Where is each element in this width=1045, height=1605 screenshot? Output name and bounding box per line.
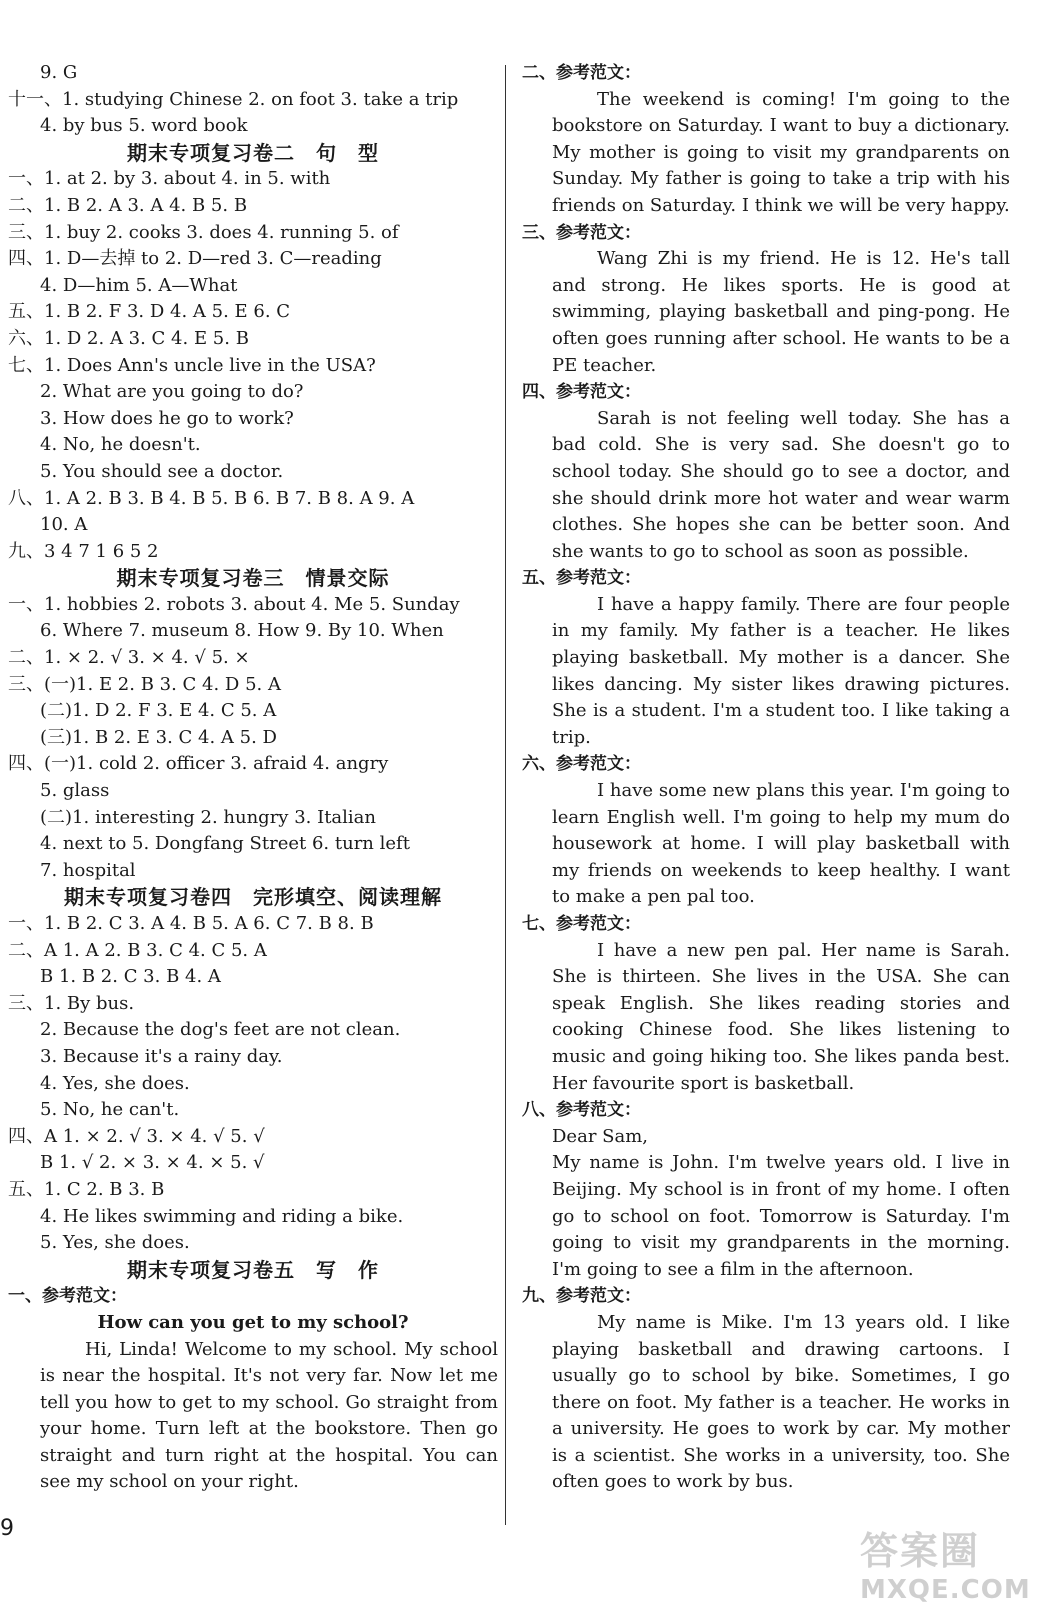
answer-line: 六、1. D 2. A 3. C 4. E 5. B	[8, 327, 249, 349]
answer-line: 三、1. By bus.	[8, 992, 135, 1014]
answer-line: 2. Because the dog's feet are not clean.	[40, 1019, 401, 1041]
answer-line: 二、1. × 2. √ 3. × 4. √ 5. ×	[8, 647, 250, 669]
answer-line: 二、A 1. A 2. B 3. C 4. C 5. A	[8, 939, 267, 961]
answer-line: 七、1. Does Ann's uncle live in the USA?	[8, 354, 376, 376]
question-label: 六、参考范文：	[522, 754, 641, 775]
question-label: 八、参考范文：	[522, 1100, 641, 1121]
paragraph-text: Wang Zhi is my friend. He is 12. He's tall and strong. He likes sports. He is good at swimming, playing basketball and ping-pong. He often goes running after school. He wants to be a PE teacher.	[552, 248, 1010, 376]
answer-line: (二)1. interesting 2. hungry 3. Italian	[40, 806, 376, 828]
answer-line: 一、1. B 2. C 3. A 4. B 5. A 6. C 7. B 8. B	[8, 913, 374, 934]
answer-line: 5. Yes, she does.	[40, 1232, 190, 1254]
essay-title: How can you get to my school?	[97, 1311, 409, 1333]
answer-line: 四、A 1. × 2. √ 3. × 4. √ 5. √	[8, 1125, 265, 1147]
question-label: 九、参考范文：	[522, 1286, 641, 1307]
paragraph-text: My name is John. I'm twelve years old. I live in Beijing. My school is in front of my home. I often go to school on foot. Tomorrow is Saturday. I'm going to visit my grandparents in the morning. I'm going to see a film in the afternoon.	[552, 1152, 1010, 1280]
paragraph-text: Hi, Linda! Welcome to my school. My school is near the hospital. It's not very far. Now let me tell you how to get to my school. Go straight from your home. Turn left at the bookstore. Then go straight and turn right at the hospital. You can see my school on your right.	[40, 1338, 498, 1493]
answer-line: (三)1. B 2. E 3. C 4. A 5. D	[40, 726, 277, 748]
paragraph-text: I have a happy family. There are four people in my family. My father is a teacher. He likes playing basketball. My mother is a dancer. She likes dancing. My sister likes drawing pictures. She is a student. I'm a student too. I like taking a trip.	[552, 593, 1010, 748]
paragraph-block	[522, 406, 1010, 566]
answer-line: 7. hospital	[40, 859, 136, 881]
watermark-logo	[860, 1520, 1035, 1605]
question-label: 二、参考范文：	[522, 63, 641, 83]
answer-line: 4. D—him 5. A—What	[40, 274, 238, 296]
answer-line: 四、1. D—去掉 to 2. D—red 3. C—reading	[8, 248, 382, 270]
paragraph-block	[522, 1310, 1010, 1496]
question-label: 四、参考范文：	[522, 382, 641, 403]
paragraph-text: I have some new plans this year. I'm going to learn English well. I'm going to help my mum do housework at home. I will play basketball with my friends on weekends to keep healthy. I want to make a pen pal too.	[552, 780, 1010, 908]
answer-line: 八、1. A 2. B 3. B 4. B 5. B 6. B 7. B 8. A 9. A	[8, 487, 415, 509]
answer-line: (二)1. D 2. F 3. E 4. C 5. A	[40, 700, 277, 722]
answer-line: B 1. B 2. C 3. B 4. A	[40, 966, 221, 988]
answer-line: 一、1. hobbies 2. robots 3. about 4. Me 5. Sunday	[8, 593, 460, 615]
answer-line: 5. No, he can't.	[40, 1099, 180, 1121]
paragraph-block	[522, 938, 1010, 1098]
paragraph-text: Dear Sam,	[552, 1125, 648, 1147]
paragraph-text: I have a new pen pal. Her name is Sarah. She is thirteen. She lives in the USA. She can speak English. She likes reading stories and cooking Chinese food. She likes listening to music and going hiking too. She likes panda best. Her favourite sport is basketball.	[552, 939, 1010, 1094]
paragraph-text: The weekend is coming! I'm going to the bookstore on Saturday. I want to buy a dictionary. My mother is going to visit my grandparents on Sunday. My father is going to take a trip with his friends on Saturday. I think we will be very happy.	[552, 88, 1010, 216]
section-heading: 期末专项复习卷五 写 作	[127, 1257, 379, 1282]
paragraph-text: Sarah is not feeling well today. She has a bad cold. She is very sad. She doesn't go to school today. She should go to see a doctor, and she should drink more hot water and wear warm clothes. She hopes she can be better soon. And she wants to go to school as soon as possible.	[552, 407, 1010, 562]
answer-line: 4. by bus 5. word book	[40, 115, 248, 137]
section-heading: 期末专项复习卷四 完形填空、阅读理解	[64, 885, 442, 910]
paragraph-block	[522, 87, 1010, 220]
question-label: 五、参考范文：	[522, 568, 641, 589]
answer-line: 三、1. buy 2. cooks 3. does 4. running 5. of	[8, 221, 399, 243]
answer-line: 二、1. B 2. A 3. A 4. B 5. B	[8, 194, 248, 216]
answer-line: 九、3 4 7 1 6 5 2	[8, 540, 159, 562]
answer-line: 5. You should see a doctor.	[40, 460, 284, 482]
question-label: 三、参考范文：	[522, 222, 641, 243]
answer-line: 十一、1. studying Chinese 2. on foot 3. take a trip	[8, 88, 459, 110]
page-number: 9	[0, 1516, 14, 1541]
answer-line: 五、1. B 2. F 3. D 4. A 5. E 6. C	[8, 301, 291, 323]
answer-line: 9. G	[40, 62, 78, 83]
answer-line: 4. Yes, she does.	[40, 1072, 190, 1094]
answer-line: 4. next to 5. Dongfang Street 6. turn left	[40, 833, 410, 855]
answer-line: 3. Because it's a rainy day.	[40, 1045, 283, 1067]
paragraph-block	[522, 592, 1010, 752]
answer-line: B 1. √ 2. × 3. × 4. × 5. √	[40, 1152, 265, 1174]
answer-line: 一、1. at 2. by 3. about 4. in 5. with	[8, 168, 331, 190]
section-heading: 期末专项复习卷三 情景交际	[116, 566, 390, 591]
answer-line: 4. He likes swimming and riding a bike.	[40, 1205, 404, 1227]
answer-line: 3. How does he go to work?	[40, 407, 294, 429]
section-heading: 期末专项复习卷二 句 型	[127, 140, 379, 165]
answer-line: 6. Where 7. museum 8. How 9. By 10. When	[40, 620, 444, 642]
watermark-top-text: 答案圈	[860, 1529, 981, 1573]
paragraph-text: My name is Mike. I'm 13 years old. I like playing basketball and drawing cartoons. I usually go to school by bike. Sometimes, I go there on foot. My father is a teacher. He works in a university. He goes to work by car. My mother is a scientist. She works in a university, too. She often goes to work by bus.	[552, 1311, 1010, 1493]
answer-line: 四、(一)1. cold 2. officer 3. afraid 4. angry	[8, 753, 389, 775]
paragraph-block	[522, 246, 1010, 379]
answer-line: 4. No, he doesn't.	[40, 434, 201, 456]
column-divider	[505, 65, 506, 1525]
paragraph-block	[8, 1337, 498, 1497]
watermark-bottom-text: MXQE.COM	[860, 1575, 1031, 1605]
question-label: 一、参考范文：	[8, 1286, 127, 1307]
right-column	[522, 60, 1010, 1496]
answer-line: 2. What are you going to do?	[40, 381, 304, 403]
answer-line: 三、(一)1. E 2. B 3. C 4. D 5. A	[8, 673, 281, 695]
answer-line: 5. glass	[40, 780, 110, 802]
answer-line: 10. A	[40, 514, 88, 536]
paragraph-block	[522, 1124, 1010, 1151]
paragraph-block	[522, 1150, 1010, 1283]
left-column	[8, 60, 498, 1496]
answer-line: 五、1. C 2. B 3. B	[8, 1178, 165, 1200]
question-label: 七、参考范文：	[522, 914, 641, 934]
paragraph-block	[522, 778, 1010, 911]
